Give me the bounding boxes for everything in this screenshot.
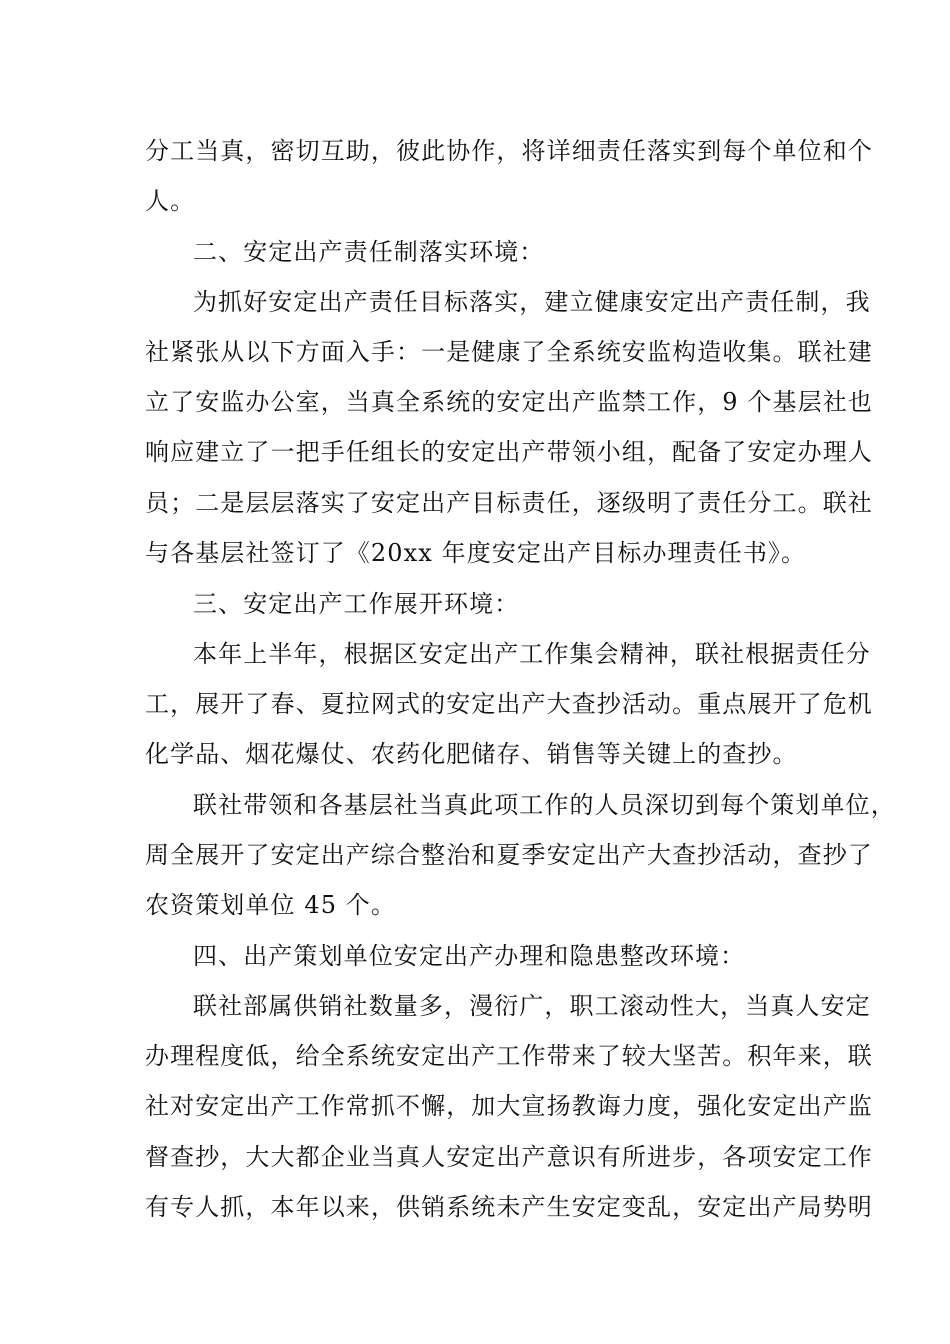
text-line: 员；二是层层落实了安定出产目标责任，逐级明了责任分工。联社 (145, 489, 873, 517)
text-line: 社紧张从以下方面入手：一是健康了全系统安监构造收集。联社建 (145, 338, 873, 366)
text-line: 工，展开了春、夏拉网式的安定出产大查抄活动。重点展开了危机 (145, 690, 873, 718)
text-line: 与各基层社签订了《20xx 年度安定出产目标办理责任书》。 (145, 539, 807, 567)
text-line: 立了安监办公室，当真全系统的安定出产监禁工作，9 个基层社也 (145, 388, 873, 416)
text-line: 有专人抓，本年以来，供销系统未产生安定变乱，安定出产局势明 (145, 1193, 873, 1221)
text-line: 本年上半年，根据区安定出产工作集会精神，联社根据责任分 (193, 640, 871, 668)
section-heading: 四、出产策划单位安定出产办理和隐患整改环境： (193, 942, 746, 970)
text-line: 联社带领和各基层社当真此项工作的人员深切到每个策划单位， (193, 791, 896, 819)
text-line: 联社部属供销社数量多，漫衍广，职工滚动性大，当真人安定 (193, 992, 871, 1020)
section-heading: 三、安定出产工作展开环境： (193, 590, 520, 618)
text-line: 办理程度低，给全系统安定出产工作带来了较大坚苦。积年来，联 (145, 1042, 873, 1070)
text-line: 分工当真，密切互助，彼此协作，将详细责任落实到每个单位和个 (145, 137, 873, 165)
text-line: 为抓好安定出产责任目标落实，建立健康安定出产责任制，我 (193, 288, 871, 316)
text-line: 人。 (145, 187, 196, 215)
text-line: 响应建立了一把手任组长的安定出产带领小组，配备了安定办理人 (145, 438, 873, 466)
text-line: 农资策划单位 45 个。 (145, 891, 396, 919)
text-line: 督查抄，大大都企业当真人安定出产意识有所进步，各项安定工作 (145, 1143, 873, 1171)
text-line: 化学品、烟花爆仗、农药化肥储存、销售等关键上的查抄。 (145, 740, 798, 768)
text-line: 周全展开了安定出产综合整治和夏季安定出产大查抄活动，查抄了 (145, 841, 873, 869)
section-heading: 二、安定出产责任制落实环境： (193, 238, 545, 266)
text-line: 社对安定出产工作常抓不懈，加大宣扬教诲力度，强化安定出产监 (145, 1092, 873, 1120)
